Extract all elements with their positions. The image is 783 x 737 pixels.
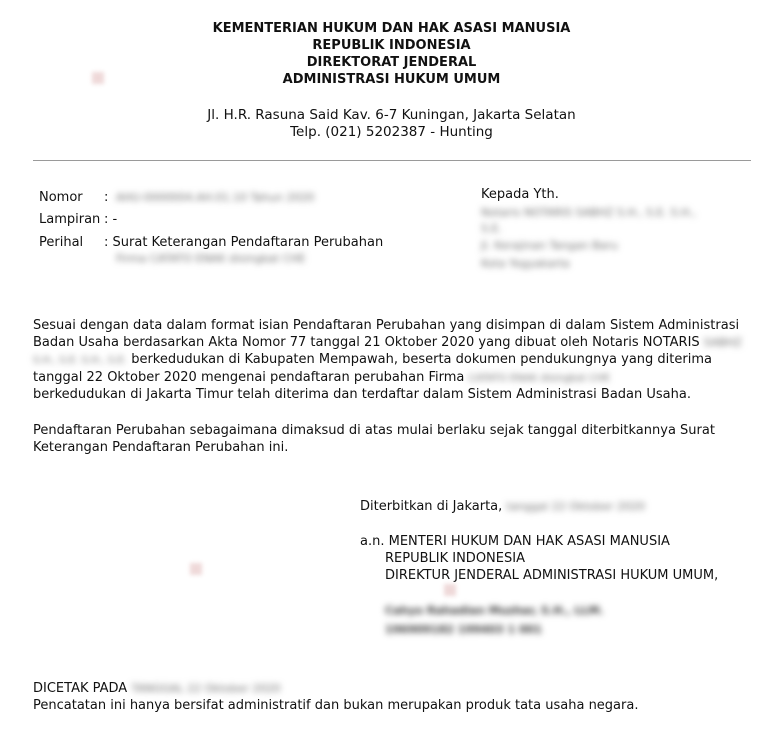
body-p1-line2 [33,335,742,351]
perihal-label: Perihal [39,235,84,250]
firm-name-redacted: CATATO ENAK disingkat CHE [468,373,610,384]
nomor-colon: : [104,190,109,205]
header-ministry: KEMENTERIAN HUKUM DAN HAK ASASI MANUSIA [212,21,571,36]
lampiran-value: : - [104,212,118,227]
body-p1-line2-text: Badan Usaha berdasarkan Akta Nomor 77 tanggal 21 Oktober 2020 yang dibuat oleh Notaris NOTARIS [33,335,700,350]
printed-line [33,681,281,697]
body-p1-line3-text: berkedudukan di Kabupaten Mempawah, beserta dokumen pendukungnya yang diterima [131,352,712,367]
body-p2-line2: Keterangan Pendaftaran Perubahan ini. [33,440,289,455]
header-address: Jl. H.R. Rasuna Said Kav. 6-7 Kuningan, Jakarta Selatan [207,107,576,123]
body-p1-line4 [33,370,610,387]
body-p1-line4-text: tanggal 22 Oktober 2020 mengenai pendaftaran perubahan Firma [33,370,465,385]
recipient-line2: S.E. [481,222,502,235]
disclaimer-note: Pencatatan ini hanya bersifat administratif dan bukan merupakan produk tata usaha negara. [33,698,639,713]
broken-image-icon [190,563,202,575]
signatory-an: a.n. MENTERI HUKUM DAN HAK ASASI MANUSIA [360,534,670,549]
nomor-label: Nomor [39,190,83,205]
printed-date: TANGGAL 22 Oktober 2020 [131,682,281,695]
perihal-value-line2: Firma CATATO ENAK disingkat CHE [116,252,306,265]
issued-place [360,499,645,515]
header-country: REPUBLIK INDONESIA [312,38,471,53]
header-phone: Telp. (021) 5202387 - Hunting [290,124,493,140]
body-p1-line1: Sesuai dengan data dalam format isian Pendaftaran Perubahan yang disimpan di dalam Sistem Administrasi [33,318,740,333]
notary-title-redacted: S.H., S.E. S.H., S.E. [33,355,128,366]
body-p1-line3 [33,352,712,369]
broken-image-icon [444,584,456,596]
printed-label: DICETAK PADA [33,681,128,696]
signatory-country: REPUBLIK INDONESIA [385,551,525,566]
header-division: ADMINISTRASI HUKUM UMUM [282,72,501,87]
nomor-value: AHU-0000004.AH.01.10 Tahun 2020 [116,191,315,204]
body-p2-line1: Pendaftaran Perubahan sebagaimana dimaksud di atas mulai berlaku sejak tanggal diterbitkannya Surat [33,423,715,438]
header-directorate: DIREKTORAT JENDERAL [306,55,477,70]
broken-image-icon [92,72,104,84]
issued-label: Diterbitkan di Jakarta, [360,499,503,514]
signatory-name: Cahyo Rahadian Muzhar, S.H., LLM. [385,604,604,617]
lampiran-label: Lampiran [39,212,101,227]
recipient-line1: Notaris NOTARIS SABHZ S.H., S.E. S.H., [481,206,697,219]
recipient-line4: Kota Yogyakarta [481,257,570,270]
notary-name-redacted: SABHZ [703,336,742,349]
header-divider [33,160,751,161]
signatory-nip: 196909182 199403 1 001 [385,623,542,636]
perihal-value: : Surat Keterangan Pendaftaran Perubahan [104,235,384,250]
recipient-line3: Jl. Kerajinan Tangan Baru [481,239,618,252]
signatory-title: DIREKTUR JENDERAL ADMINISTRASI HUKUM UMUM, [385,568,719,583]
body-p1-line5: berkedudukan di Jakarta Timur telah diterima dan terdaftar dalam Sistem Administrasi Badan Usaha. [33,387,691,402]
issued-date: tanggal 22 Oktober 2020 [506,500,646,513]
recipient-label: Kepada Yth. [481,187,559,202]
